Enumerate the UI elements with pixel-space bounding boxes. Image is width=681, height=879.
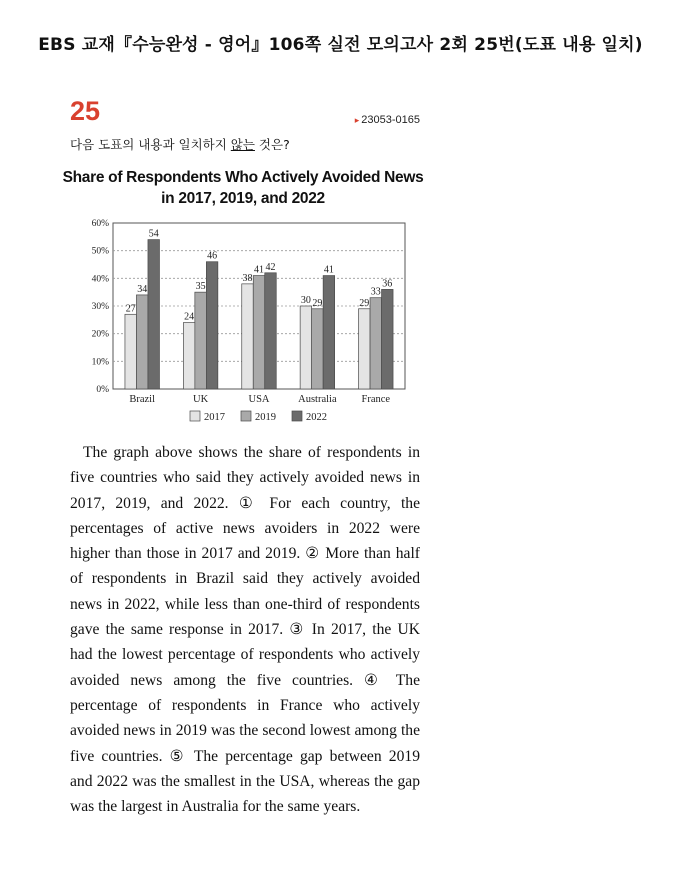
- bar-uk-2019: [195, 292, 207, 389]
- chart-title-line1: Share of Respondents Who Actively Avoided News: [62, 169, 424, 186]
- x-tick-label: Brazil: [129, 394, 156, 405]
- y-tick-label: 30%: [91, 302, 109, 312]
- data-label: 42: [265, 261, 276, 273]
- bar-brazil-2019: [136, 295, 148, 389]
- chart-title-line2: in 2017, 2019, and 2022: [161, 190, 325, 207]
- y-tick-label: 50%: [91, 246, 109, 257]
- bar-france-2017: [359, 309, 371, 389]
- x-tick-label: USA: [248, 394, 270, 405]
- bar-usa-2022: [265, 273, 277, 389]
- bar-france-2022: [382, 289, 394, 389]
- legend-label: 2017: [204, 412, 225, 423]
- code-arrow-icon: ▸: [354, 115, 360, 125]
- legend-label: 2019: [255, 412, 276, 423]
- question-prompt: 다음 도표의 내용과 일치하지 않는 것은?: [70, 137, 290, 152]
- y-tick-label: 10%: [91, 357, 109, 368]
- bar-australia-2022: [323, 276, 335, 389]
- x-tick-label: UK: [193, 394, 209, 405]
- data-label: 30: [300, 295, 311, 306]
- bar-france-2019: [370, 298, 382, 389]
- bar-uk-2022: [206, 262, 218, 389]
- data-label: 38: [242, 272, 253, 284]
- prompt-underlined: 않는: [230, 137, 255, 152]
- bar-brazil-2017: [125, 314, 137, 389]
- question-number: 25: [70, 96, 101, 126]
- bar-australia-2017: [300, 306, 312, 389]
- question-code-text: 23053-0165: [361, 114, 420, 126]
- data-label: 24: [184, 311, 195, 323]
- y-tick-label: 0%: [96, 385, 109, 395]
- data-label: 27: [125, 303, 136, 315]
- x-tick-label: Australia: [298, 394, 337, 405]
- legend-swatch-2017: [190, 411, 200, 421]
- page-header: EBS 교재『수능완성 - 영어』106쪽 실전 모의고사 2회 25번(도표 내용 일치): [38, 35, 643, 55]
- data-label: 41: [323, 264, 334, 276]
- data-label: 41: [254, 264, 264, 276]
- y-tick-label: 20%: [91, 329, 109, 340]
- bar-usa-2017: [242, 284, 254, 389]
- legend-swatch-2022: [292, 411, 302, 421]
- bar-uk-2017: [183, 323, 195, 389]
- bar-usa-2019: [253, 276, 265, 389]
- bar-australia-2019: [312, 309, 324, 389]
- y-tick-label: 60%: [91, 219, 109, 229]
- data-label: 46: [207, 250, 218, 262]
- data-label: 35: [195, 281, 206, 293]
- data-label: 33: [370, 286, 381, 298]
- data-label: 36: [382, 278, 393, 290]
- legend-swatch-2019: [241, 411, 251, 421]
- x-tick-label: France: [361, 394, 391, 405]
- data-label: 29: [312, 297, 323, 309]
- data-label: 34: [137, 283, 148, 295]
- data-label: 54: [148, 228, 159, 240]
- passage: The graph above shows the share of respondents in five countries who said they actively avoided news in 2017, 2019, and 2022. ① For each country, the percentages of active news avoiders in 2022 were higher than those in 2017 and 2019. ② More than half of respondents in Brazil said they actively avoided news in 2022, while less than one-third of respondents gave the same response in 2017. ③ In 2017, the UK had the lowest percentage of respondents who actively avoided news among the five countries. ④ The percentage of respondents in France who actively avoided news in 2019 was the second lowest among the five countries. ⑤ The percentage gap between 2019 and 2022 was the smallest in the USA, whereas the gap was the largest in Australia for the same years.: [70, 444, 420, 816]
- legend-label: 2022: [306, 412, 327, 423]
- bar-brazil-2022: [148, 240, 160, 389]
- y-tick-label: 40%: [91, 274, 109, 285]
- data-label: 29: [359, 297, 370, 309]
